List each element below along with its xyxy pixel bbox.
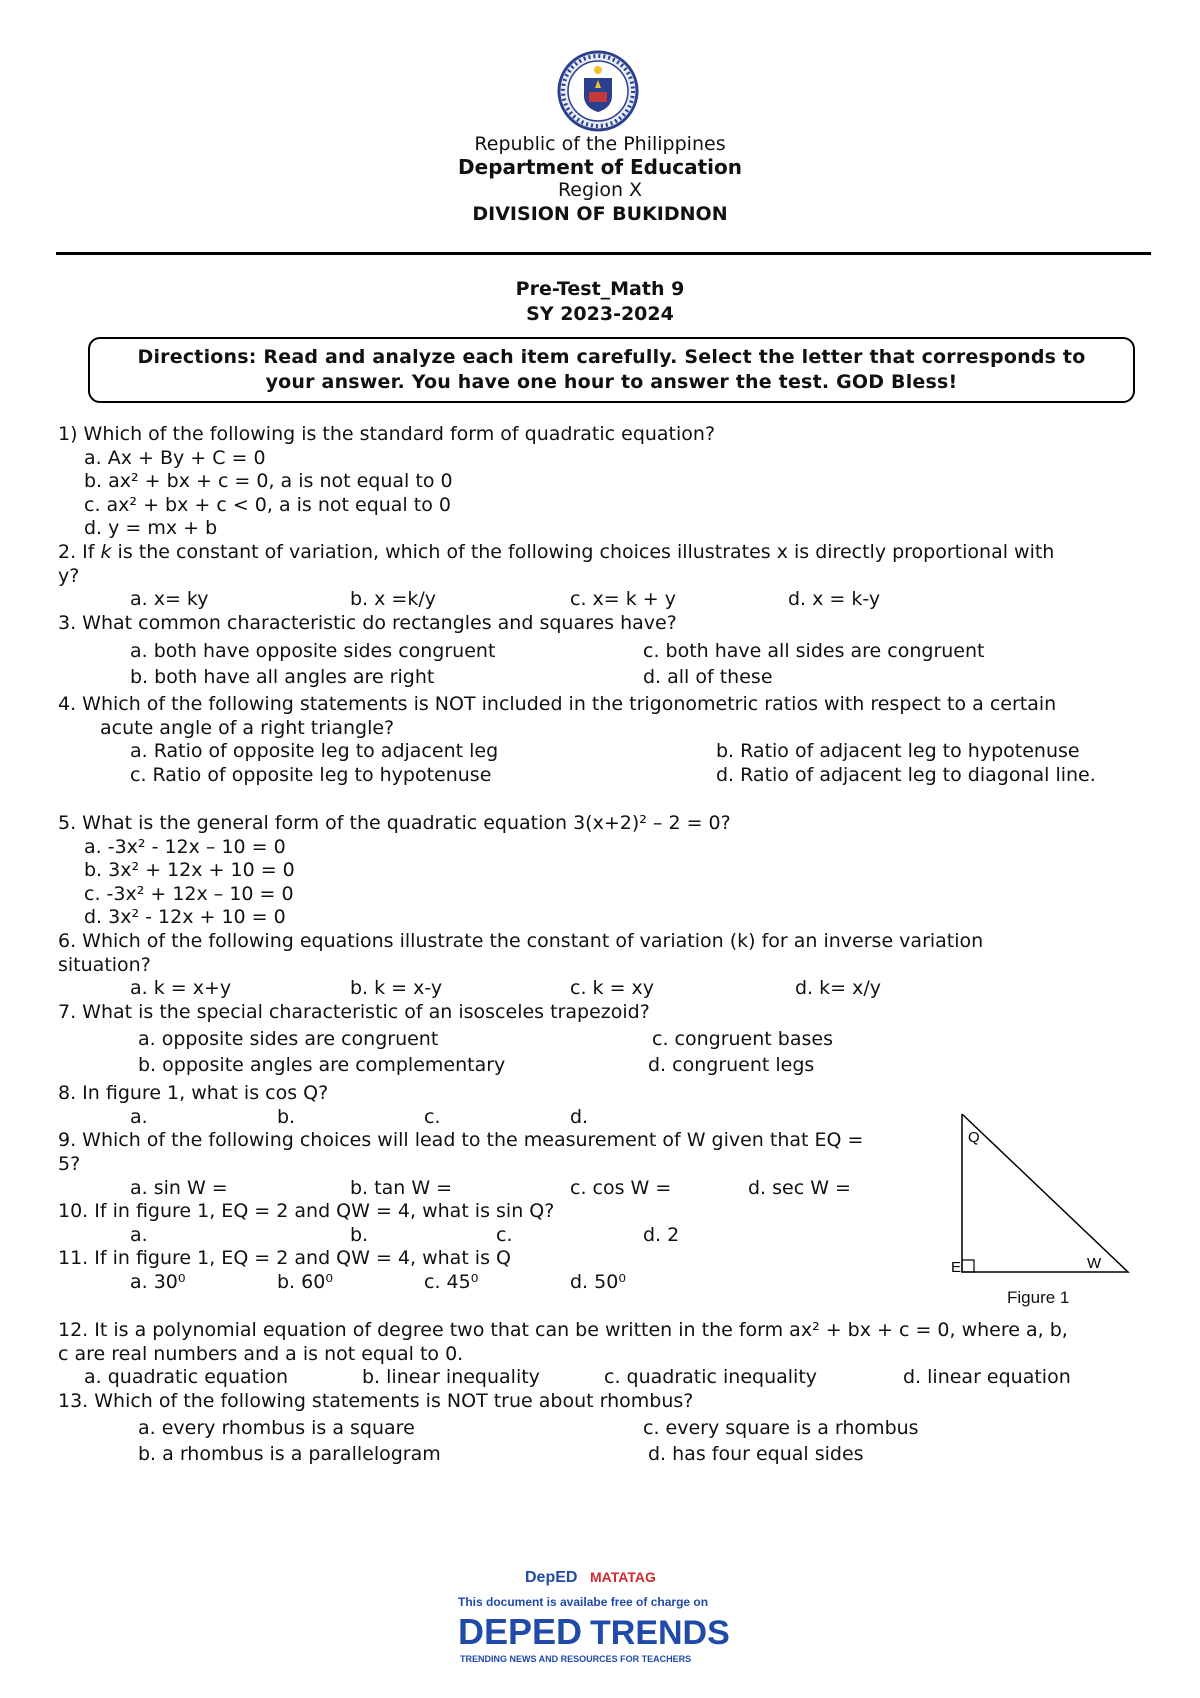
- label-q: Q: [968, 1129, 980, 1146]
- school-year: SY 2023-2024: [526, 303, 674, 325]
- q2-stem: [58, 540, 1054, 564]
- q11-option-c: c. 45⁰: [424, 1271, 479, 1293]
- label-w: W: [1087, 1255, 1102, 1272]
- q8-option-c: c.: [424, 1106, 441, 1128]
- header-region: Region X: [557, 179, 643, 201]
- q2-stem-cont: y?: [58, 565, 80, 587]
- q4-stem: 4. Which of the following statements is NOT included in the trigonometric ratios with respect to a certain: [58, 693, 1057, 715]
- q1-option-a: a. Ax + By + C = 0: [84, 447, 266, 469]
- q9-stem-cont: 5?: [58, 1153, 81, 1175]
- q1-option-d: d. y = mx + b: [84, 517, 218, 539]
- q12-option-d: d. linear equation: [903, 1366, 1071, 1388]
- q4-option-c: c. Ratio of opposite leg to hypotenuse: [130, 764, 492, 786]
- footer-brand-deped: DEPED: [458, 1611, 583, 1652]
- q5-stem: 5. What is the general form of the quadratic equation 3(x+2)² – 2 = 0?: [58, 812, 731, 834]
- q11-option-d: d. 50⁰: [570, 1271, 626, 1293]
- q4-option-a: a. Ratio of opposite leg to adjacent leg: [130, 740, 499, 762]
- q13-option-d: d. has four equal sides: [648, 1443, 864, 1465]
- q10-stem: 10. If in figure 1, EQ = 2 and QW = 4, what is sin Q?: [58, 1200, 555, 1222]
- q9-option-b: b. tan W =: [350, 1177, 453, 1199]
- right-angle-marker: [962, 1260, 974, 1272]
- q8-option-a: a.: [130, 1106, 148, 1128]
- q1-stem: 1) Which of the following is the standard form of quadratic equation?: [58, 423, 716, 445]
- q5-option-b: b. 3x² + 12x + 10 = 0: [84, 859, 295, 881]
- q8-option-b: b.: [277, 1106, 296, 1128]
- q12-option-c: c. quadratic inequality: [604, 1366, 818, 1388]
- q7-option-c: c. congruent bases: [652, 1028, 833, 1050]
- q7-option-d: d. congruent legs: [648, 1054, 815, 1076]
- q13-option-a: a. every rhombus is a square: [138, 1417, 415, 1439]
- q12-stem-cont: c are real numbers and a is not equal to 0.: [58, 1343, 464, 1365]
- footer-free-text: This document is availabe free of charge on: [458, 1595, 709, 1609]
- q2-stem-pre: 2. If: [58, 541, 101, 563]
- q3-option-b: b. both have all angles are right: [130, 666, 435, 688]
- q3-option-a: a. both have opposite sides congruent: [130, 640, 496, 662]
- q9-option-c: c. cos W =: [570, 1177, 672, 1199]
- q7-option-b: b. opposite angles are complementary: [138, 1054, 506, 1076]
- q10-option-b: b.: [350, 1224, 369, 1246]
- q7-stem: 7. What is the special characteristic of an isosceles trapezoid?: [58, 1001, 650, 1023]
- q2-option-b: b. x =k/y: [350, 588, 436, 610]
- q3-option-d: d. all of these: [643, 666, 773, 688]
- q6-option-b: b. k = x-y: [350, 977, 443, 999]
- q2-option-a: a. x= ky: [130, 588, 209, 610]
- q7-option-a: a. opposite sides are congruent: [138, 1028, 439, 1050]
- q3-stem: 3. What common characteristic do rectangles and squares have?: [58, 612, 677, 634]
- q5-option-d: d. 3x² - 12x + 10 = 0: [84, 906, 286, 928]
- header-divider: [56, 252, 1151, 255]
- label-e: E: [951, 1259, 962, 1276]
- q2-option-d: d. x = k-y: [788, 588, 881, 610]
- depedtrends-footer-logo: [450, 1562, 750, 1672]
- q5-option-a: a. -3x² - 12x – 10 = 0: [84, 836, 286, 858]
- triangle-outline: [962, 1114, 1128, 1272]
- footer-brand-trends: TRENDS: [590, 1614, 730, 1652]
- q13-option-b: b. a rhombus is a parallelogram: [138, 1443, 441, 1465]
- header-republic: Republic of the Philippines: [474, 133, 726, 155]
- q1-option-b: b. ax² + bx + c = 0, a is not equal to 0: [84, 470, 453, 492]
- q8-option-d: d.: [570, 1106, 589, 1128]
- q2-stem-post: is the constant of variation, which of the following choices illustrates x is directly proportional with: [111, 541, 1055, 563]
- q12-option-a: a. quadratic equation: [84, 1366, 289, 1388]
- directions-box: [88, 337, 1135, 403]
- q5-option-c: c. -3x² + 12x – 10 = 0: [84, 883, 294, 905]
- header-department: Department of Education: [458, 155, 742, 179]
- figure-caption: Figure 1: [1007, 1288, 1070, 1307]
- q10-option-d: d. 2: [643, 1224, 680, 1246]
- q12-option-b: b. linear inequality: [362, 1366, 540, 1388]
- footer-tagline: TRENDING NEWS AND RESOURCES FOR TEACHERS: [460, 1654, 692, 1664]
- q9-option-a: a. sin W =: [130, 1177, 228, 1199]
- directions-line-1: Directions: Read and analyze each item carefully. Select the letter that corresponds to: [137, 346, 1086, 368]
- q8-stem: 8. In figure 1, what is cos Q?: [58, 1082, 329, 1104]
- q2-option-c: c. x= k + y: [570, 588, 676, 610]
- q6-option-d: d. k= x/y: [795, 977, 881, 999]
- figure-1-triangle: [950, 1108, 1140, 1308]
- q4-option-d: d. Ratio of adjacent leg to diagonal line.: [716, 764, 1096, 786]
- q4-stem-cont: acute angle of a right triangle?: [100, 717, 395, 739]
- deped-seal-icon: [557, 50, 639, 132]
- footer-matatag-logo: MATATAG: [590, 1569, 656, 1585]
- q6-option-c: c. k = xy: [570, 977, 655, 999]
- q9-option-d: d. sec W =: [748, 1177, 851, 1199]
- header-division: DIVISION OF BUKIDNON: [472, 203, 728, 225]
- q10-option-a: a.: [130, 1224, 148, 1246]
- q3-option-c: c. both have all sides are congruent: [643, 640, 985, 662]
- q6-option-a: a. k = x+y: [130, 977, 232, 999]
- test-title: Pre-Test_Math 9: [515, 278, 685, 300]
- q10-option-c: c.: [496, 1224, 513, 1246]
- q11-option-b: b. 60⁰: [277, 1271, 333, 1293]
- q6-stem-cont: situation?: [58, 954, 151, 976]
- q4-option-b: b. Ratio of adjacent leg to hypotenuse: [716, 740, 1080, 762]
- q12-stem: 12. It is a polynomial equation of degree two that can be written in the form ax² + bx + c = 0, where a, b,: [58, 1319, 1068, 1341]
- q11-option-a: a. 30⁰: [130, 1271, 186, 1293]
- q6-stem: 6. Which of the following equations illustrate the constant of variation (k) for an inverse variation: [58, 930, 984, 952]
- q13-option-c: c. every square is a rhombus: [643, 1417, 919, 1439]
- q9-stem: 9. Which of the following choices will lead to the measurement of W given that EQ =: [58, 1129, 864, 1151]
- q13-stem: 13. Which of the following statements is NOT true about rhombus?: [58, 1390, 694, 1412]
- footer-deped-logo: DepED: [525, 1569, 578, 1586]
- directions-line-2: your answer. You have one hour to answer the test. GOD Bless!: [265, 371, 958, 393]
- q2-stem-k: k: [100, 541, 112, 563]
- q11-stem: 11. If in figure 1, EQ = 2 and QW = 4, what is Q: [58, 1247, 511, 1269]
- q1-option-c: c. ax² + bx + c < 0, a is not equal to 0: [84, 494, 451, 516]
